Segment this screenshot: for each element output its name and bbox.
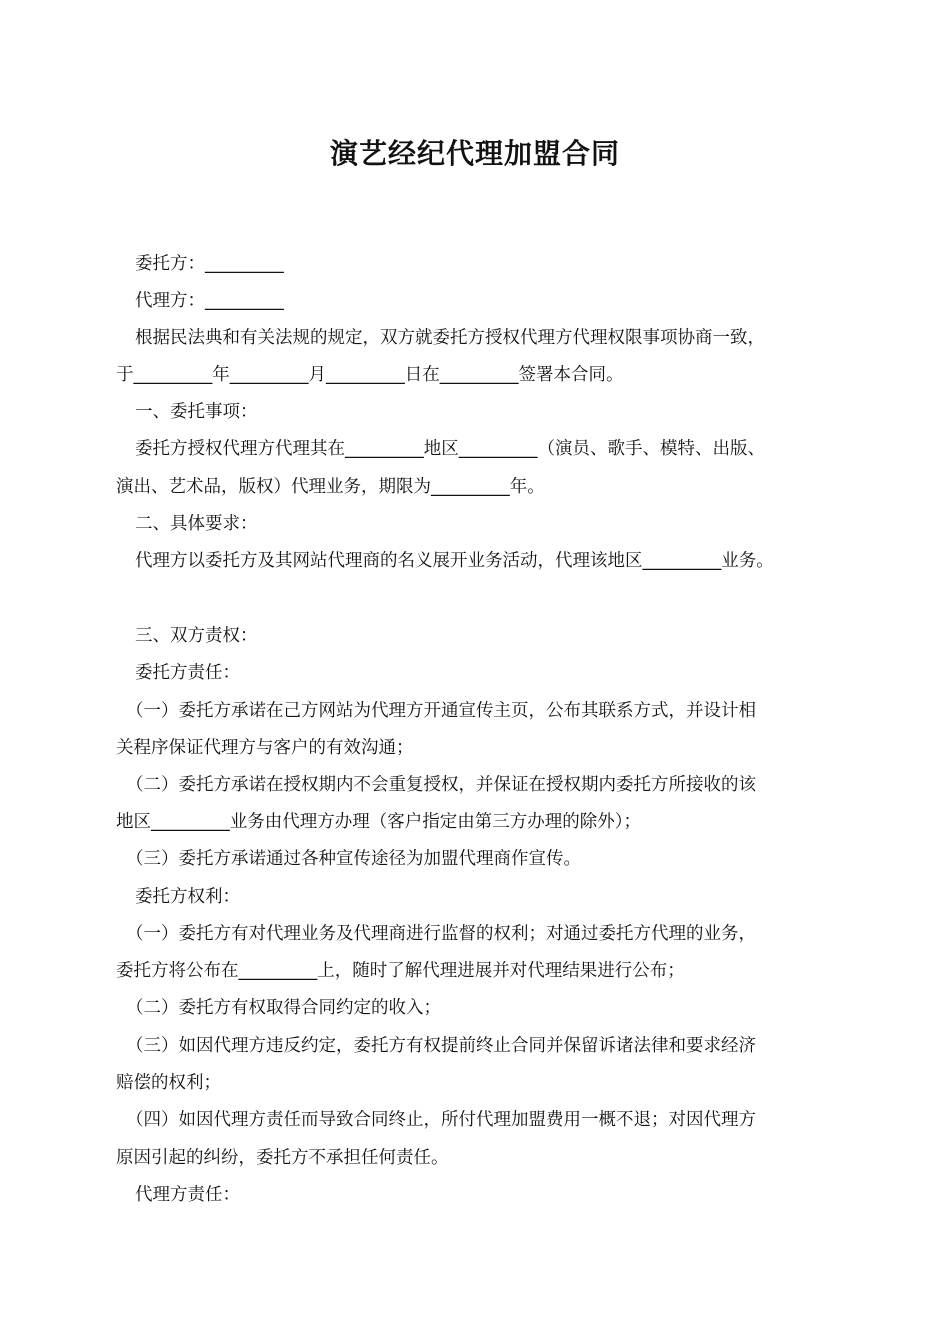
paragraph-line: 委托方将公布在_________上，随时了解代理进展并对代理结果进行公布；	[116, 961, 685, 981]
paragraph-line: 代理方以委托方及其网站代理商的名义展开业务活动，代理该地区_________业务。	[135, 551, 774, 571]
client-party-line: 委托方：_________	[135, 254, 284, 274]
subsection-heading: 代理方责任：	[135, 1185, 240, 1205]
paragraph-line: 赔偿的权利；	[116, 1073, 221, 1093]
section-heading: 一、委托事项：	[135, 402, 258, 422]
paragraph-line: 于_________年_________月_________日在_________签署本合同。	[116, 365, 624, 385]
paragraph-line: 地区_________业务由代理方办理（客户指定由第三方办理的除外）；	[116, 812, 641, 832]
subsection-heading: 委托方权利：	[135, 887, 240, 907]
agent-party-line: 代理方：_________	[135, 291, 284, 311]
paragraph-line: （四）如因代理方责任而导致合同终止，所付代理加盟费用一概不退；对因代理方	[126, 1110, 756, 1130]
paragraph-line: 演出、艺术品，版权）代理业务，期限为_________年。	[116, 477, 545, 497]
section-heading: 三、双方责权：	[135, 626, 258, 646]
paragraph-line: （一）委托方有对代理业务及代理商进行监督的权利；对通过委托方代理的业务，	[126, 924, 756, 944]
paragraph-line: 根据民法典和有关法规的规定，双方就委托方授权代理方代理权限事项协商一致，	[135, 328, 765, 348]
paragraph-line: 关程序保证代理方与客户的有效沟通；	[116, 738, 414, 758]
paragraph-line: 原因引起的纠纷，委托方不承担任何责任。	[116, 1148, 449, 1168]
paragraph-line: 委托方授权代理方代理其在_________地区_________（演员、歌手、模特、出版、	[135, 439, 765, 459]
section-heading: 二、具体要求：	[135, 514, 258, 534]
paragraph-line: （二）委托方承诺在授权期内不会重复授权，并保证在授权期内委托方所接收的该	[126, 775, 756, 795]
paragraph-line: （三）委托方承诺通过各种宣传途径为加盟代理商作宣传。	[126, 849, 581, 869]
paragraph-line: （一）委托方承诺在己方网站为代理方开通宣传主页，公布其联系方式，并设计相	[126, 701, 756, 721]
paragraph-line: （二）委托方有权取得合同约定的收入；	[126, 998, 441, 1018]
subsection-heading: 委托方责任：	[135, 663, 240, 683]
paragraph-line: （三）如因代理方违反约定，委托方有权提前终止合同并保留诉诸法律和要求经济	[126, 1036, 756, 1056]
document-title: 演艺经纪代理加盟合同	[329, 137, 620, 170]
